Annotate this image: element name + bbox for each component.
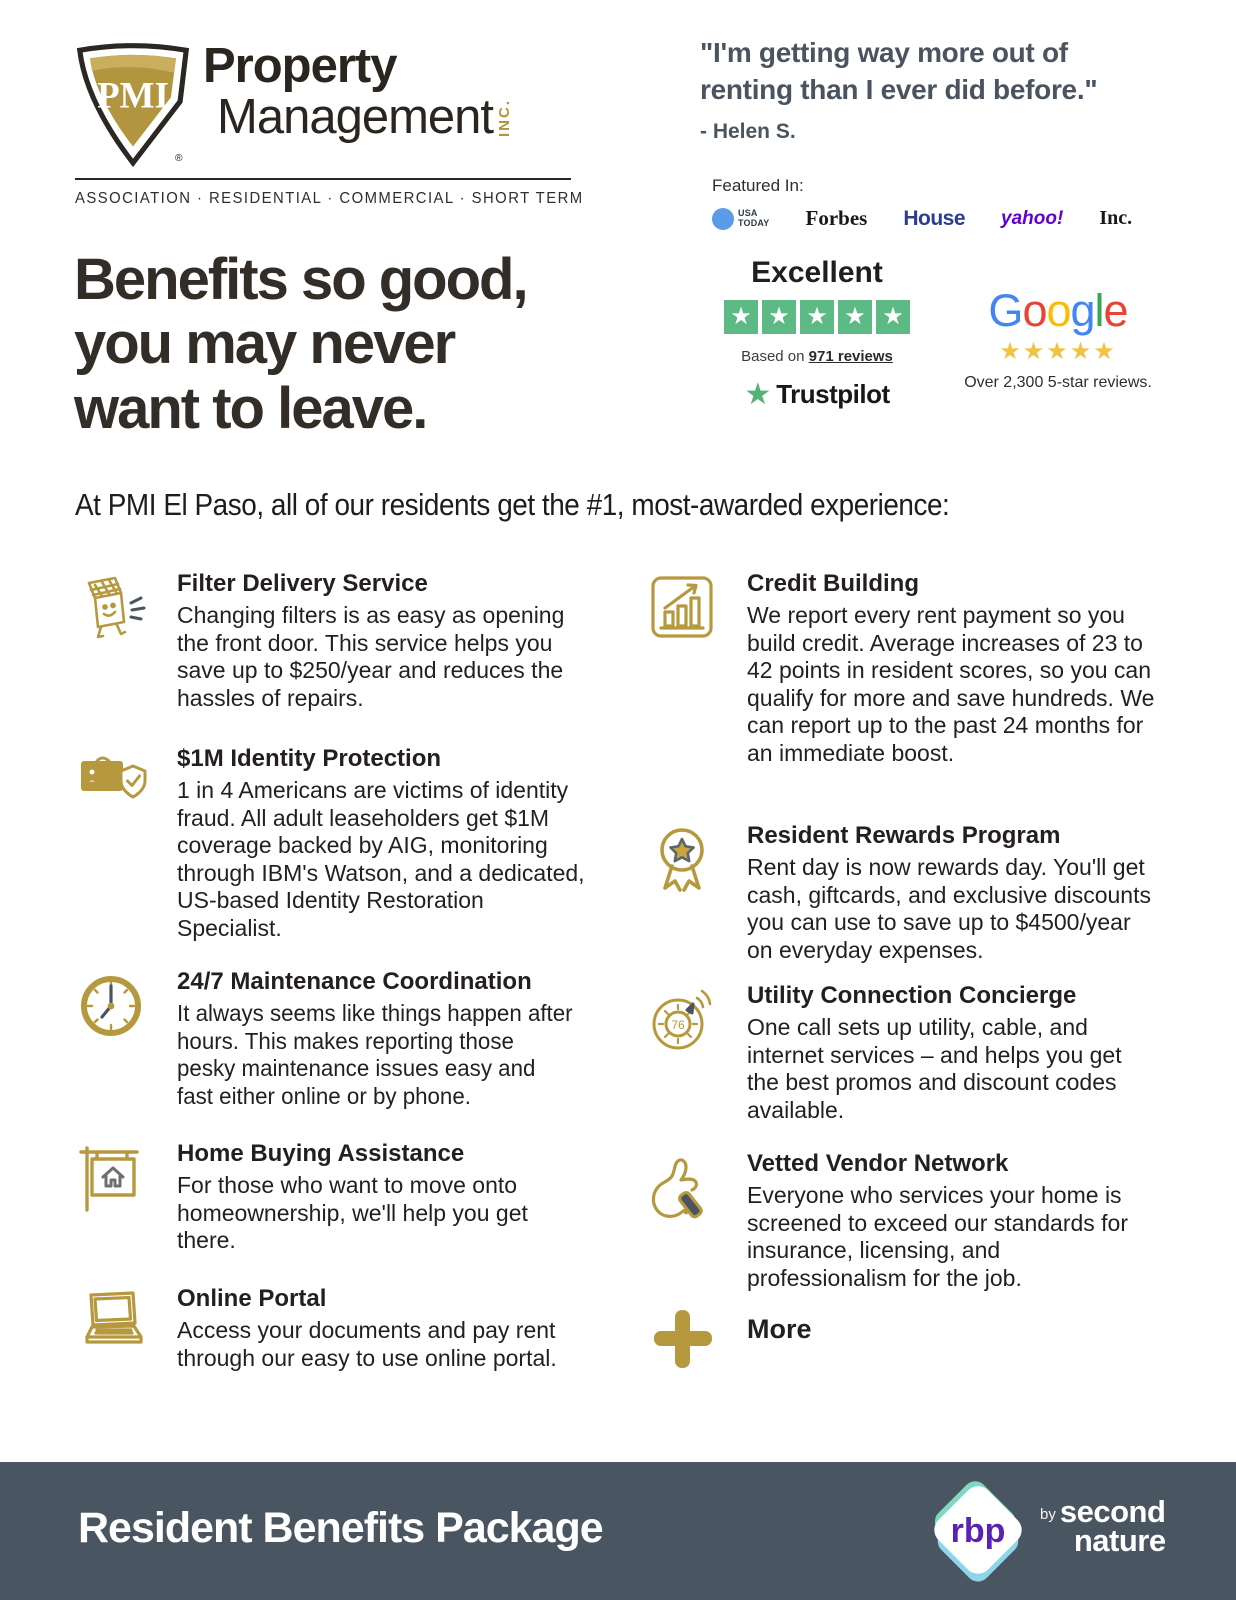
forbes-logo: Forbes — [805, 206, 868, 230]
svg-text:®: ® — [174, 152, 183, 164]
brand-tagline: ASSOCIATION · RESIDENTIAL · COMMERCIAL · SHORT TERM — [75, 190, 584, 207]
home-buying-sign-icon — [75, 1140, 151, 1255]
second-nature-line2: nature — [1073, 1522, 1166, 1558]
benefit-title: Utility Connection Concierge — [747, 982, 1077, 1009]
testimonial-attribution: - Helen S. — [700, 120, 796, 144]
benefit-more — [645, 1300, 1155, 1376]
trustpilot-review-count-link[interactable]: 971 reviews — [808, 348, 893, 365]
benefit-description: We report every rent payment so you build credit. Average increases of 23 to 42 points in resident scores, so you can qualify for more and save hundreds. We can report up to the past 24 months for an immediate boost. — [747, 602, 1155, 766]
pmi-shield-logo-icon — [75, 40, 191, 168]
utility-thermostat-icon — [645, 982, 721, 1124]
benefit-description: One call sets up utility, cable, and internet services – and helps you get the best promos and discount codes available. — [747, 1014, 1122, 1123]
testimonial-block — [700, 34, 1145, 144]
trustpilot-rating-label: Excellent — [751, 256, 883, 289]
google-logo: Google — [988, 285, 1128, 336]
svg-text:76: 76 — [671, 1018, 685, 1032]
benefit-online-portal — [75, 1285, 585, 1372]
by-label: by — [1040, 1506, 1056, 1523]
benefit-title: Resident Rewards Program — [747, 822, 1061, 849]
inc-logo: Inc. — [1099, 207, 1133, 229]
benefit-vetted-vendor — [645, 1150, 1155, 1292]
benefit-filter-delivery — [75, 570, 585, 712]
google-review-caption: Over 2,300 5-star reviews. — [964, 374, 1152, 391]
usa-today-logo — [712, 208, 770, 230]
benefit-description: For those who want to move onto homeownership, we'll help you get there. — [177, 1172, 528, 1254]
google-stars: ★★★★★ — [999, 338, 1117, 365]
usa-today-line2: TODAY — [738, 217, 770, 228]
brand-divider — [75, 178, 571, 180]
rbp-logo — [928, 1470, 1028, 1592]
trustpilot-based-on: Based on 971 reviews — [741, 348, 893, 365]
brand-block — [75, 39, 584, 208]
benefit-title: 24/7 Maintenance Coordination — [177, 968, 532, 995]
plus-icon — [645, 1300, 721, 1376]
benefit-identity-protection — [75, 745, 585, 943]
yahoo-logo: yahoo! — [1001, 207, 1064, 229]
benefit-home-buying — [75, 1140, 585, 1255]
rbp-wordmark: rbp — [950, 1511, 1006, 1550]
benefit-title: More — [747, 1314, 812, 1344]
page-subheadline: At PMI El Paso, all of our residents get the #1, most-awarded experience: — [75, 487, 950, 522]
usa-today-line1: USA — [738, 208, 758, 219]
headline-line2: you may never — [74, 311, 455, 377]
benefit-description: It always seems like things happen after hours. This makes reporting those pesky maintenance issues easy and fast either online or by phone. — [177, 1000, 573, 1109]
benefit-description: Access your documents and pay rent through our easy to use online portal. — [177, 1317, 557, 1371]
trustpilot-stars: ★ ★ ★ ★ ★ — [703, 300, 931, 334]
brand-name-suffix: INC. — [496, 99, 514, 137]
footer-title: Resident Benefits Package — [78, 1504, 603, 1552]
footer-bar — [0, 1462, 1236, 1600]
benefit-credit-building — [645, 570, 1155, 768]
trustpilot-wordmark: Trustpilot — [776, 379, 890, 409]
identity-protection-icon — [75, 745, 151, 943]
google-reviews-block — [938, 285, 1178, 392]
trustpilot-block — [703, 256, 931, 410]
benefit-utility-concierge — [645, 982, 1155, 1124]
headline-line1: Benefits so good, — [74, 247, 527, 312]
benefit-maintenance — [75, 968, 585, 1110]
benefit-description: Everyone who services your home is screened to exceed our standards for insurance, licensing, and professionalism for the job. — [747, 1182, 1129, 1291]
featured-in-block — [712, 176, 1152, 231]
benefit-title: Credit Building — [747, 570, 919, 597]
testimonial-quote: "I'm getting way more out of renting than I ever did before." — [700, 37, 1098, 106]
rewards-medal-icon — [645, 822, 721, 964]
featured-in-label: Featured In: — [712, 176, 804, 195]
vendor-thumbs-up-icon — [645, 1150, 721, 1292]
filter-delivery-icon — [75, 570, 151, 712]
house-logo: House — [903, 206, 966, 230]
benefit-title: Vetted Vendor Network — [747, 1150, 1009, 1177]
usa-today-circle-icon — [712, 208, 734, 230]
second-nature-logo — [1040, 1494, 1166, 1558]
online-portal-laptop-icon — [75, 1285, 151, 1372]
page-headline — [74, 248, 714, 441]
credit-building-chart-icon — [645, 570, 721, 768]
brand-name-line1: Property — [203, 39, 397, 93]
benefit-description: 1 in 4 Americans are victims of identity fraud. All adult leaseholders get $1M coverage backed by AIG, monitoring through IBM's Watson, and a dedicated, US-based Identity Restoration Specialist. — [177, 777, 585, 941]
second-nature-line1: second — [1059, 1494, 1166, 1529]
trustpilot-star-icon: ★ — [744, 377, 772, 411]
benefit-resident-rewards — [645, 822, 1155, 964]
headline-line3: want to leave. — [74, 375, 427, 441]
brand-name-line2: Management — [217, 90, 494, 144]
pmi-shield-text: PMI — [97, 74, 169, 116]
benefit-title: $1M Identity Protection — [177, 745, 442, 772]
trustpilot-logo — [703, 379, 931, 410]
benefit-title: Online Portal — [177, 1285, 327, 1312]
benefit-title: Home Buying Assistance — [177, 1140, 465, 1167]
benefit-description: Rent day is now rewards day. You'll get cash, giftcards, and exclusive discounts you can use to save up to $4500/year on everyday expenses. — [747, 854, 1151, 963]
benefit-description: Changing filters is as easy as opening the front door. This service helps you save up to $250/year and reduces the hassles of repairs. — [177, 602, 565, 711]
benefit-title: Filter Delivery Service — [177, 570, 428, 597]
maintenance-clock-icon — [75, 968, 151, 1110]
